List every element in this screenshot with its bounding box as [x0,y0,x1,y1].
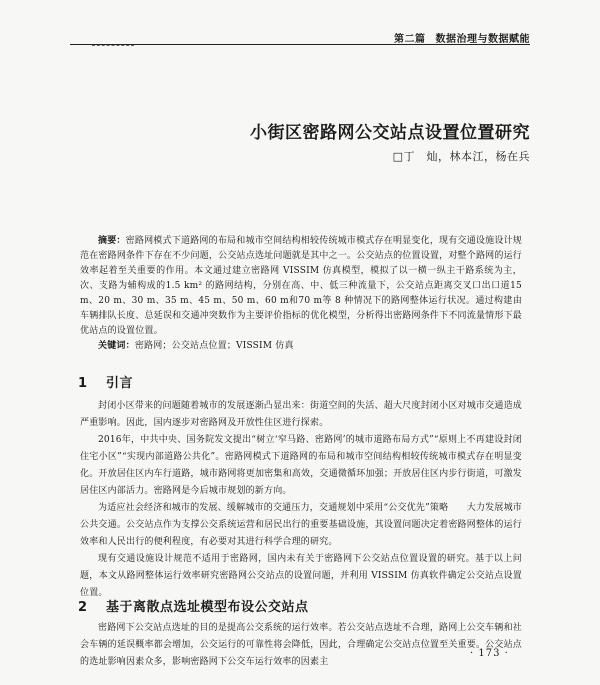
running-header-part: 第二篇 [394,34,426,45]
section-1-heading [78,372,133,391]
section-1-body [80,398,522,602]
section-1-number: 1 [78,376,88,391]
section-2-paragraph-1: 密路网下公交站点选址的目的是提高公交系统的运行效率。若公交站点选址不合理，路网上公交车辆和社会车辆的延误概率都会增加，公交运行的可靠性将会降低，因此，合理确定公交站点位置至关重要。公交站点的选址影响因素众多，影响密路网下公交车运行效率的因素主 [80,623,522,667]
section-1-title: 引言 [106,376,134,391]
running-header-theme: 数据治理与数据赋能 [435,34,530,45]
section-2-number: 2 [78,600,88,615]
paper-authors: □丁 灿，林本江，杨在兵 [392,150,530,163]
abstract-text: 密路网模式下道路网的布局和城市空间结构相较传统城市模式存在明显变化，现有交通设施设计规范在密路网条件下存在不少问题，公交站点选址问题就是其中之一。公交站点的位置设置，对整个路网的运行效率起着至关重要的作用。本文通过建立密路网 VISSIM 仿真模型，模拟了以一横一纵主干路系统为主，次、支路为辅构成的1.5 km² 的路网结构，分别在高、中、低三种流量下，公交站点距离交叉口出口道15 m、20 m、30 m、35 m、45 m、50 m、60 m和70 m等 8 种情况下的路网整体运行状况。通过构建由车辆排队长度、总延误和交通冲突数作为主要评价指标的优化模型，分析得出密路网条件下不同流量情形下最优站点的设置位置。 [80,236,522,336]
abstract-label: 摘要： [98,236,126,246]
header-rule [70,44,530,45]
section-2-body [80,620,522,671]
section-1-paragraph-1: 封闭小区带来的问题随着城市的发展逐渐凸显出来：街道空间的失活、超大尺度封闭小区对城市交通造成严重影响。因此，国内逐步对密路网及开放性住区进行探索。 [80,401,522,428]
keywords-label: 关键词： [98,341,135,351]
section-1-paragraph-3: 为适应社会经济和城市的发展、缓解城市的交通压力，交通规划中采用“公交优先”策略 大力发展城市公共交通。公交站点作为支撑公交系统运营和居民出行的重要基础设施，其设置问题决定着密路网整体的运行效率和人民出行的便利程度，有必要对其进行科学合理的研究。 [80,503,522,547]
abstract-paragraph [80,234,522,339]
keywords-text: 密路网；公交站点位置；VISSIM 仿真 [134,341,294,351]
page-number: · 173 · [470,648,509,659]
section-2-title: 基于离散点选址模型布设公交站点 [106,600,309,615]
abstract [80,234,522,354]
keywords-paragraph [80,339,522,354]
header-rule-dash [92,45,134,46]
paper-title: 小街区密路网公交站点设置位置研究 [250,123,530,143]
section-2-heading [78,596,309,615]
section-1-paragraph-2: 2016年，中共中央、国务院发文提出“树立‘窄马路、密路网’的城市道路布局方式”“原则上不再建设封闭住宅小区”“实现内部道路公共化”。密路网模式下道路网的布局和城市空间结构相较传统城市模式存在明显变化。开放居住区内车行道路，城市路网将更加密集和高效，交通微循环加强；开放居住区内步行街道，可激发居住区内部活力。密路网是今后城市规划的新方向。 [80,435,522,496]
section-1-paragraph-4: 现有交通设施设计规范不适用于密路网，国内未有关于密路网下公交站点位置设置的研究。基于以上问题，本文从路网整体运行效率研究密路网公交站点的设置问题，并利用 VISSIM 仿真软件确定公交站点设置位置。 [80,554,522,598]
